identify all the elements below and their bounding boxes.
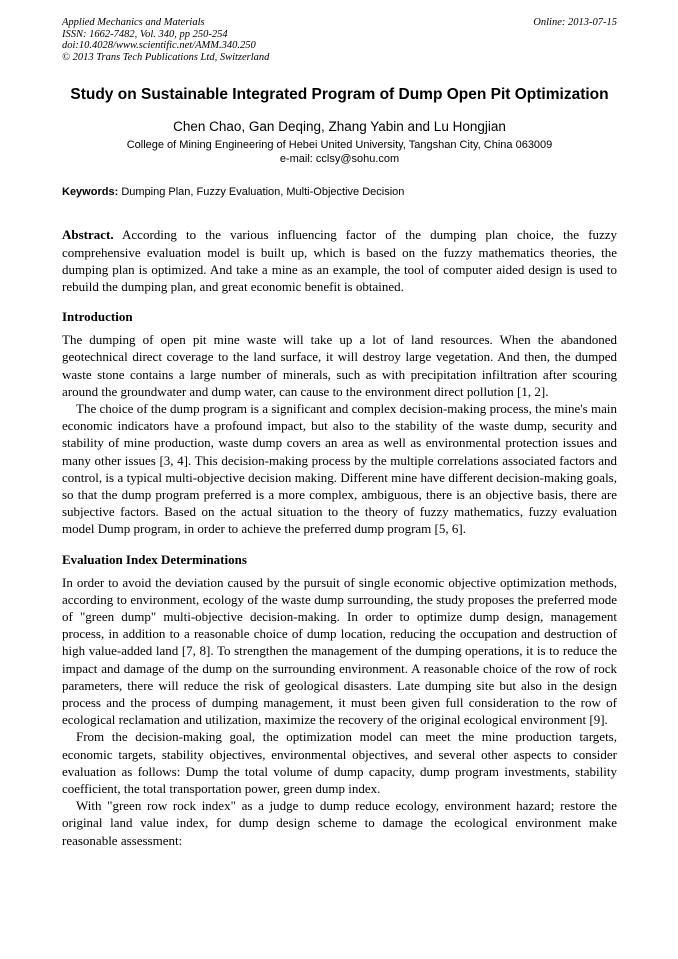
- section-introduction-heading: Introduction: [62, 309, 133, 325]
- section-evaluation-heading: Evaluation Index Determinations: [62, 551, 247, 567]
- paragraph: With "green row rock index" as a judge to dump reduce ecology, environment hazard; restore the original land value index, for dump design scheme to damage the ecological environment make reasonable assessment:: [62, 798, 617, 848]
- online-date: Online: 2013-07-15: [533, 17, 617, 28]
- authors-line: Chen Chao, Gan Deqing, Zhang Yabin and Lu Hongjian: [173, 119, 506, 135]
- section-evaluation-index: [62, 551, 617, 849]
- affiliation-line: College of Mining Engineering of Hebei United University, Tangshan City, China 063009: [126, 139, 553, 152]
- keywords-label: Keywords:: [62, 186, 119, 199]
- paragraph: The choice of the dump program is a significant and complex decision-making process, the mine's main economic indicators have a profound impact, but also to the stability of the waste dump, security and stability of mine production, waste dump covers an area as well as environmental protection issues and many other issues [3, 4]. This decision-making process by the multiple correlations associated factors and control, is a typical multi-objective decision making. Different mine have different decision-making goals, so that the dump program preferred is a more complex, ambiguous, there is an objective basis, there are subjective factors. Based on the actual situation to the theory of fuzzy mathematics, fuzzy evaluation model Dump program, in order to achieve the preferred dump program [5, 6].: [62, 401, 617, 537]
- journal-name: Applied Mechanics and Materials: [62, 17, 205, 28]
- copyright-line: © 2013 Trans Tech Publications Ltd, Switzerland: [62, 51, 270, 63]
- keywords-line: [62, 185, 617, 199]
- journal-header: [62, 17, 617, 63]
- abstract-label: Abstract.: [62, 227, 114, 243]
- abstract-text: According to the various influencing factor of the dumping plan choice, the fuzzy comprehensive evaluation model is built up, which is based on the fuzzy mathematics theories, the dumping plan is optimized. And take a mine as an example, the tool of computer aided design is used to rebuild the dumping plan, and great economic benefit is obtained.: [62, 227, 617, 294]
- section-introduction: [62, 308, 617, 537]
- abstract-paragraph: [62, 226, 617, 295]
- keywords-text: Dumping Plan, Fuzzy Evaluation, Multi-Objective Decision: [121, 186, 405, 199]
- paragraph: The dumping of open pit mine waste will take up a lot of land resources. When the abandoned geotechnical direct coverage to the land surface, it will destroy large vegetation. And then, the dumped waste stone contains a large number of minerals, such as with precipitation infiltration after scouring around the groundwater and dump water, can cause to the environment direct pollution [1, 2].: [62, 332, 617, 399]
- email-line: e-mail: cclsy@sohu.com: [279, 153, 400, 166]
- paragraph: In order to avoid the deviation caused by the pursuit of single economic objective optimization methods, according to environment, ecology of the waste dump surrounding, the study proposes the preferred mode of "green dump" multi-objective decision-making. In order to optimize dump design, management process, in addition to a reasonable choice of dump location, reducing the occupation and destruction of high value-added land [7, 8]. To strengthen the management of the dumping operations, it is to reduce the impact and damage of the dump on the surrounding environment. A reasonable choice of the row of rock parameters, there will reduce the risk of geological disasters. Late dumping site but also in the design process and the process of dumping management, it must been given full consideration to the row of ecological reclamation and utilization, maximize the recovery of the original ecological environment [9].: [62, 574, 617, 728]
- paragraph: From the decision-making goal, the optimization model can meet the mine production targets, economic targets, stability objectives, environmental objectives, and several other aspects to consider evaluation as follows: Dump the total volume of dump capacity, dump program investments, stability coefficient, the total transportation power, green dump index.: [62, 729, 617, 797]
- paper-title: Study on Sustainable Integrated Program of Dump Open Pit Optimization: [70, 86, 609, 104]
- journal-info: [62, 17, 269, 63]
- doi-line: doi:10.4028/www.scientific.net/AMM.340.250: [62, 40, 256, 52]
- issn-line: ISSN: 1662-7482, Vol. 340, pp 250-254: [62, 28, 228, 40]
